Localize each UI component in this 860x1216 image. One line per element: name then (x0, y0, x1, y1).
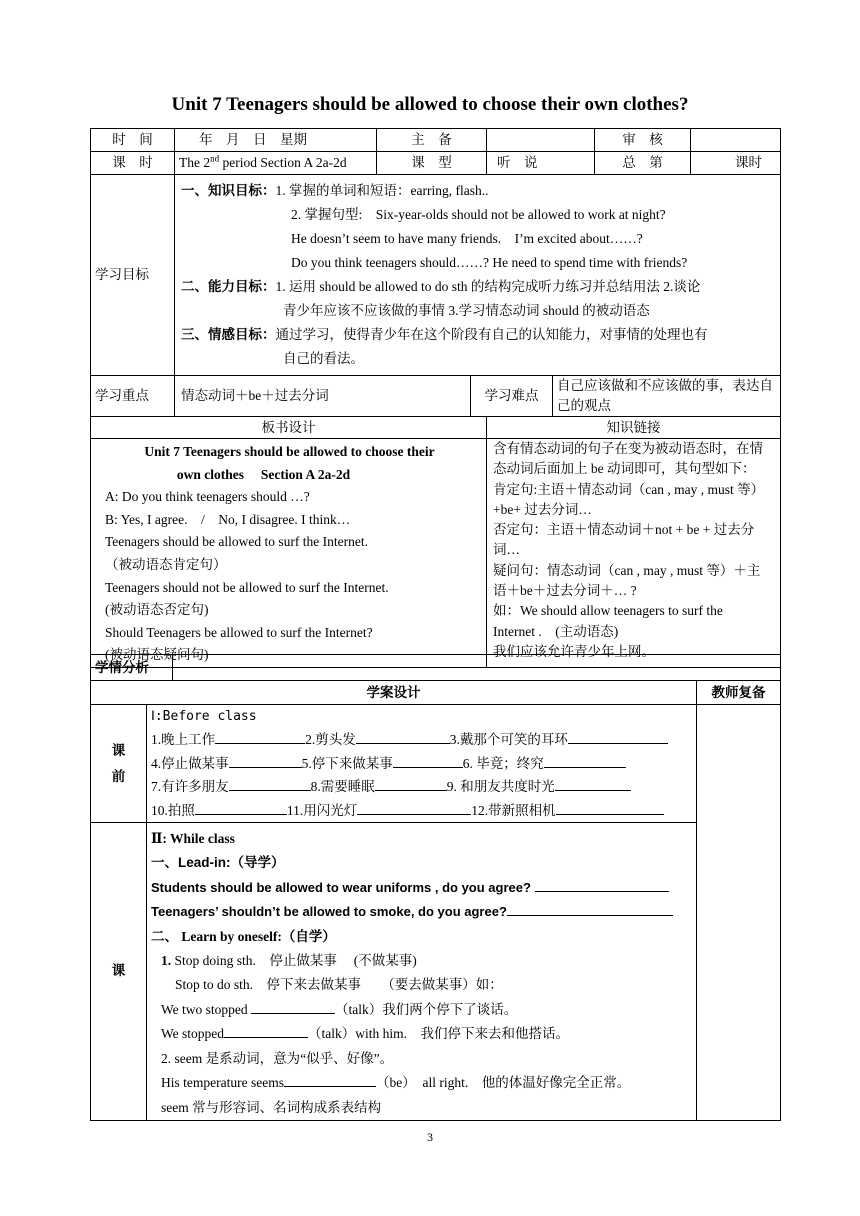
date-fields: 年 月 日 星期 (175, 129, 377, 152)
board-design-content (91, 439, 487, 668)
answer-blank[interactable] (544, 754, 626, 768)
total-label: 总 第 (595, 152, 691, 175)
analysis-label: 学情分析 (91, 655, 173, 681)
emotion-goal-1: 通过学习，使得青少年在这个阶段有自己的认知能力，对事情的处理也有 (275, 327, 708, 342)
knowledge-goal-title: 一、知识目标： (181, 183, 276, 198)
before-class-title: Ⅰ:Before class (151, 709, 257, 724)
design-header: 学案设计 (91, 681, 697, 705)
lead-in-title: 一、Lead-in:（导学） (151, 855, 285, 871)
knowledge-goal-3: He doesn’t seem to have many friends. I’m excited about……? (291, 231, 643, 246)
knowledge-line: Internet . (主动语态) (493, 623, 619, 639)
before-label-2: 前 (111, 768, 126, 784)
key-point-label: 学习重点 (91, 376, 175, 417)
objectives-content (175, 175, 781, 376)
answer-blank[interactable] (393, 754, 463, 768)
teacher-header: 教师复备 (697, 681, 781, 705)
emotion-goal-title: 三、情感目标： (181, 327, 276, 342)
answer-blank[interactable] (229, 777, 311, 791)
board-line: (被动语态疑问句) (105, 647, 209, 663)
board-line: B: Yes, I agree. / No, I disagree. I think… (105, 511, 351, 527)
lesson-plan-table (90, 128, 781, 668)
answer-blank[interactable] (195, 801, 287, 815)
ability-goal-title: 二、能力目标： (181, 279, 276, 294)
lead-in-question-1: Students should be allowed to wear uniforms , do you agree? (151, 876, 692, 900)
ability-goal-1: 1. 运用 should be allowed to do sth 的结构完成听力练习并总结用法 2.谈论 (275, 279, 701, 294)
knowledge-line: 肯定句:主语＋情态动词（can , may , must 等） (493, 481, 765, 497)
answer-blank[interactable] (229, 754, 302, 768)
lead-in-question-2: Teenagers’ shouldn’t be allowed to smoke, do you agree? (151, 900, 692, 924)
teacher-notes-cell[interactable] (697, 705, 781, 1121)
analysis-value (173, 655, 781, 681)
key-point-value: 情态动词＋be＋过去分词 (175, 376, 471, 417)
answer-blank[interactable] (356, 730, 450, 744)
knowledge-line: 态动词后面加上 be 动词即可，其句型如下： (493, 461, 756, 477)
knowledge-line: 如：We should allow teenagers to surf the (493, 603, 723, 619)
board-line: Teenagers should be allowed to surf the Internet. (105, 534, 368, 550)
before-row: 7.有许多朋友 8.需要睡眠 9. 和朋友共度时光 (151, 775, 692, 798)
before-label (91, 705, 147, 823)
point-1: 1. Stop doing sth. 停止做某事 (不做某事) (161, 953, 417, 969)
point-2: Stop to do sth. 停下来去做某事 （要去做某事）如： (175, 977, 503, 993)
answer-blank[interactable] (224, 1024, 308, 1038)
review-value (691, 129, 781, 152)
prep-label: 主 备 (377, 129, 487, 152)
answer-blank[interactable] (535, 878, 669, 892)
knowledge-link-header: 知识链接 (487, 417, 781, 439)
board-line: (被动语态否定句) (105, 602, 209, 618)
knowledge-line: 含有情态动词的句子在变为被动语态时，在情 (493, 441, 763, 456)
before-row: 10.拍照 11.用闪光灯 12.带新照相机 (151, 799, 692, 822)
while-class-title: Ⅱ: While class (151, 831, 235, 847)
point-seem-note: seem 常与形容词、名词构成系表结构 (161, 1099, 382, 1115)
example-2: We stopped （talk）with him. 我们停下来去和他搭话。 (161, 1026, 570, 1042)
knowledge-goal-2: 2. 掌握句型: Six-year-olds should not be allowed to work at night? (291, 207, 666, 222)
board-title-2: own clothes Section A 2a-2d (176, 466, 351, 482)
time-label: 时 间 (91, 129, 175, 152)
review-label: 审 核 (595, 129, 691, 152)
before-class-content (147, 705, 697, 823)
answer-blank[interactable] (284, 1073, 376, 1087)
emotion-goal-2: 自己的看法。 (283, 351, 364, 366)
objectives-label: 学习目标 (91, 175, 175, 376)
before-row: 1.晚上工作 2.剪头发 3.戴那个可笑的耳环 (151, 728, 692, 751)
difficulty-label: 学习难点 (471, 376, 553, 417)
knowledge-line: 词… (493, 542, 520, 558)
answer-blank[interactable] (556, 801, 664, 815)
knowledge-line: 疑问句：情态动词（can , may , must 等）＋主 (493, 562, 761, 578)
board-line: Should Teenagers be allowed to surf the Internet? (105, 624, 373, 640)
board-line: （被动语态肯定句） (105, 556, 227, 572)
example-3: His temperature seems （be） all right. 他的体温好像完全正常。 (161, 1075, 631, 1091)
knowledge-goal-4: Do you think teenagers should……? He need to spend time with friends? (291, 255, 688, 270)
answer-blank[interactable] (251, 1000, 335, 1014)
knowledge-link-content (487, 439, 781, 668)
before-row: 4.停止做某事 5.停下来做某事 6. 毕竟；终究 (151, 752, 692, 775)
prep-value (487, 129, 595, 152)
class-label: 课 (91, 823, 147, 1121)
answer-blank[interactable] (507, 902, 673, 916)
knowledge-line: +be+ 过去分词… (493, 501, 592, 517)
type-label: 课 型 (377, 152, 487, 175)
before-label-1: 课 (111, 742, 126, 758)
answer-blank[interactable] (215, 730, 305, 744)
example-1: We two stopped （talk）我们两个停下了谈话。 (161, 1001, 518, 1017)
point-seem: 2. seem 是系动词，意为“似乎、好像”。 (161, 1050, 394, 1066)
answer-blank[interactable] (555, 777, 631, 791)
knowledge-line: 我们应该允许青少年上网。 (493, 643, 655, 659)
knowledge-line: 否定句：主语＋情态动词＋not + be + 过去分 (493, 522, 755, 538)
period-value: The 2nd period Section A 2a-2d (175, 152, 377, 175)
lesson-label: 课 时 (91, 152, 175, 175)
board-line: A: Do you think teenagers should …? (105, 489, 310, 505)
answer-blank[interactable] (568, 730, 668, 744)
knowledge-goal-1: 1. 掌握的单词和短语：earring, flash.. (275, 183, 489, 198)
total-unit: 课时 (691, 152, 781, 175)
while-class-content (147, 823, 697, 1121)
page-title: Unit 7 Teenagers should be allowed to choose their own clothes? (171, 94, 689, 115)
answer-blank[interactable] (357, 801, 471, 815)
knowledge-line: 语＋be＋过去分词＋… ? (493, 583, 637, 599)
answer-blank[interactable] (375, 777, 447, 791)
type-value: 听 说 (487, 152, 595, 175)
board-title-1: Unit 7 Teenagers should be allowed to choose their (144, 444, 435, 459)
board-line: Teenagers should not be allowed to surf the Internet. (105, 579, 389, 595)
learn-title: 二、 Learn by oneself:（自学） (151, 928, 336, 944)
board-design-header: 板书设计 (91, 417, 487, 439)
page-number: 3 (427, 1130, 433, 1144)
ability-goal-2: 青少年应该不应该做的事情 3.学习情态动词 should 的被动语态 (283, 303, 650, 318)
design-table (90, 654, 781, 1121)
difficulty-value: 自己应该做和不应该做的事，表达自己的观点 (553, 376, 781, 417)
